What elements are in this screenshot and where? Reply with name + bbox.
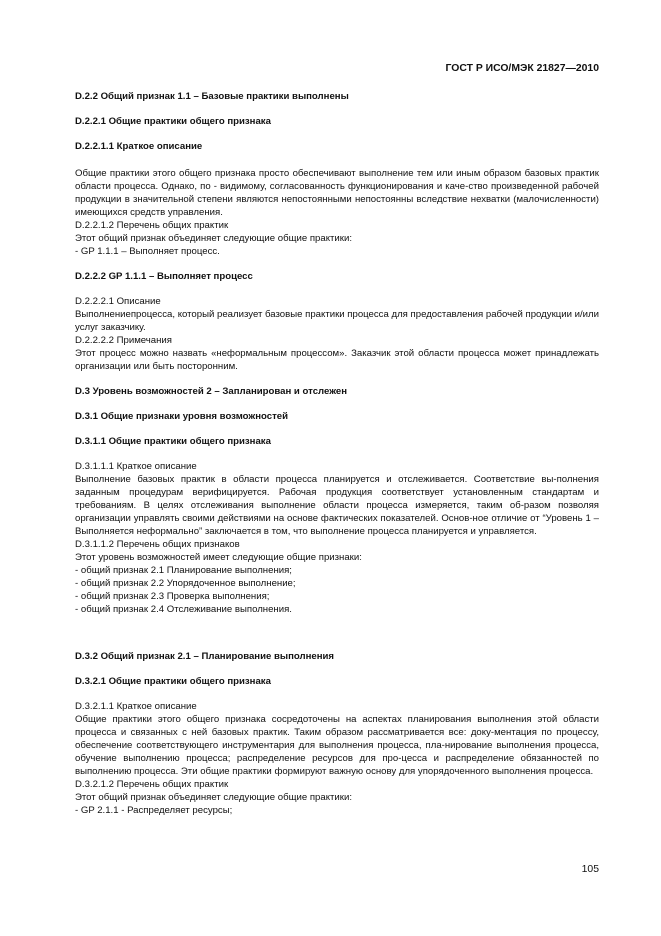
intro-d3112: Этот уровень возможностей имеет следующие общие признаки: [75, 552, 362, 563]
heading-d32: D.3.2 Общий признак 2.1 – Планирование выполнения [75, 651, 335, 662]
page-number: 105 [581, 864, 599, 875]
label-d2222: D.2.2.2.2 Примечания [75, 335, 172, 346]
heading-d311: D.3.1.1 Общие практики общего признака [75, 436, 271, 447]
heading-d31: D.3.1 Общие признаки уровня возможностей [75, 411, 289, 422]
list-item-gp211: - GP 2.1.1 - Распределяет ресурсы; [75, 805, 233, 816]
heading-d3: D.3 Уровень возможностей 2 – Запланирован и отслежен [75, 386, 348, 397]
list-item-gp111: - GP 1.1.1 – Выполняет процесс. [75, 246, 220, 257]
paragraph-d3111: Выполнение базовых практик в области процесса планируется и отслеживается. Соответствие вы-полнения заданным процедурам верифицируется. Рабочая продукция соответствует установленным стандартам и требованиям. В целях отслеживания выполнение области процесса измеряется, таким об-разом позволяя организации управлять своими действиями на основе фактических показателей. Основ-ное отличие от “Уровень 1 – Выполняется неформально” заключается в том, что выполнение процесса планируется и управляется. [75, 474, 599, 537]
list-item: - общий признак 2.3 Проверка выполнения; [75, 591, 270, 602]
heading-d22: D.2.2 Общий признак 1.1 – Базовые практики выполнены [75, 91, 349, 102]
paragraph-d2222: Этот процесс можно назвать «неформальным процессом». Заказчик этой области процесса может принадлежать организации или быть посторонним. [75, 348, 599, 372]
paragraph-d3211: Общие практики этого общего признака сосредоточены на аспектах планирования выполнения этой области процесса и связанных с ней базовых практик. Таким образом рассматривается все: доку-ментация по процессу, обеспечение соответствующего инструментария для выполнения процесса, пла-нирование выполнения процесса, обучение выполнению процесса; распределение ресурсов для про-цесса и распределение обязанностей по выполнению процесса. Эти общие практики формируют важную основу для упорядоченного выполнения процесса. [75, 714, 599, 777]
paragraph-d2221: Выполнениепроцесса, который реализует базовые практики процесса для предоставления рабочей продукции и/или услуг заказчику. [75, 309, 599, 333]
label-d2212: D.2.2.1.2 Перечень общих практик [75, 220, 229, 231]
heading-d321: D.3.2.1 Общие практики общего признака [75, 676, 271, 687]
label-d3112: D.3.1.1.2 Перечень общих признаков [75, 539, 240, 550]
document-body [75, 90, 599, 817]
heading-d221: D.2.2.1 Общие практики общего признака [75, 116, 271, 127]
paragraph-d2211: Общие практики этого общего признака просто обеспечивают выполнение тем или иным образом базовых практик области процесса. Однако, по - видимому, согласованность функционирования и каче-ство произведенной рабочей продукции в значительной степени являются непостоянными непостоянны вследствие нехватки (малочисленности) имеющихся средств управления. [75, 168, 599, 218]
intro-d3212: Этот общий признак объединяет следующие общие практики: [75, 792, 353, 803]
list-item: - общий признак 2.1 Планирование выполнения; [75, 565, 292, 576]
list-item: - общий признак 2.4 Отслеживание выполнения. [75, 604, 292, 615]
label-d3211: D.3.2.1.1 Краткое описание [75, 701, 197, 712]
label-d3212: D.3.2.1.2 Перечень общих практик [75, 779, 229, 790]
label-d2221: D.2.2.2.1 Описание [75, 296, 161, 307]
intro-d2212: Этот общий признак объединяет следующие общие практики: [75, 233, 353, 244]
label-d3111: D.3.1.1.1 Краткое описание [75, 461, 197, 472]
standard-header: ГОСТ Р ИСО/МЭК 21827—2010 [445, 63, 599, 74]
heading-d2211: D.2.2.1.1 Краткое описание [75, 141, 203, 152]
heading-d222: D.2.2.2 GP 1.1.1 – Выполняет процесс [75, 271, 253, 282]
list-item: - общий признак 2.2 Упорядоченное выполнение; [75, 578, 296, 589]
